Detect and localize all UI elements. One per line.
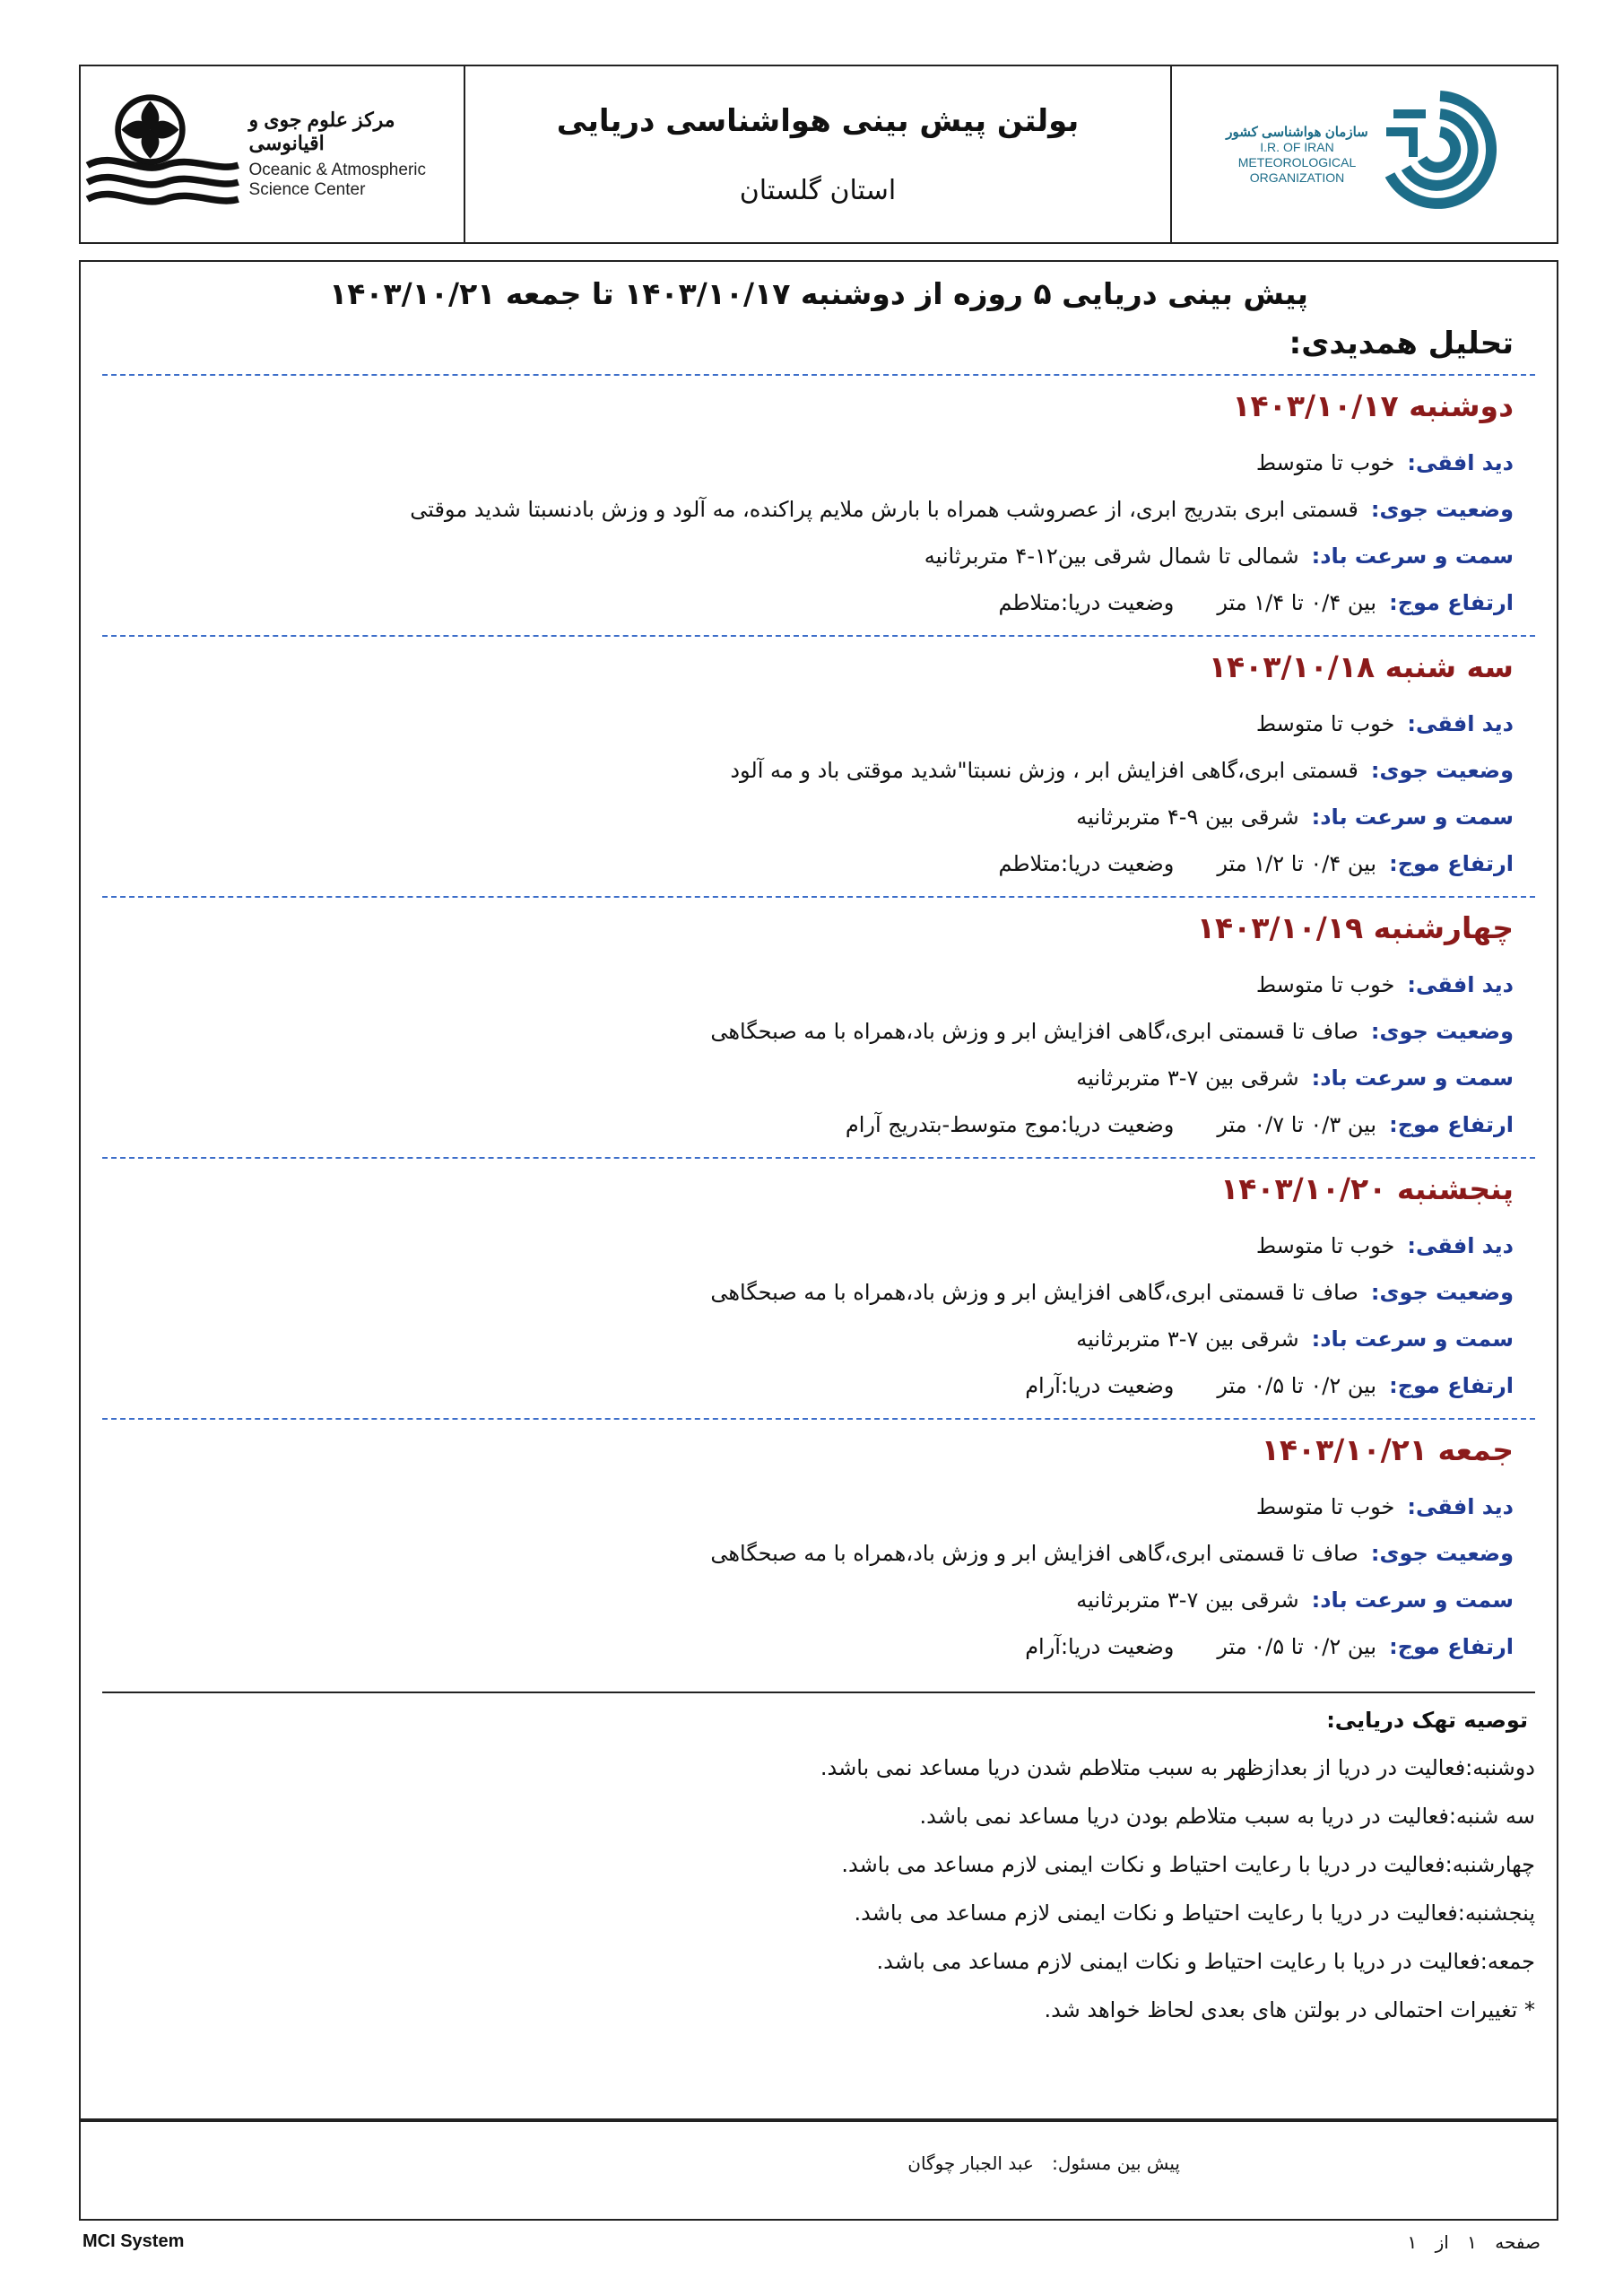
weather-label: وضعیت جوی: xyxy=(1370,1019,1514,1044)
day-title: جمعه ۱۴۰۳/۱۰/۲۱ xyxy=(1261,1432,1514,1467)
visibility-label: دید افقی: xyxy=(1407,1233,1514,1258)
wave-value: بین ۰/۲ تا ۰/۵ متر xyxy=(1217,1373,1377,1398)
wave-row xyxy=(124,1101,1514,1148)
weather-row xyxy=(124,747,1514,794)
page-number: ۱ xyxy=(1467,2231,1477,2253)
bulletin-title: بولتن پیش بینی هواشناسی دریایی xyxy=(556,102,1080,139)
visibility-value: خوب تا متوسط xyxy=(1255,1233,1395,1258)
day-forecast xyxy=(102,1157,1535,1418)
visibility-label: دید افقی: xyxy=(1407,1494,1514,1519)
advice-item: پنجشنبه:فعالیت در دریا با رعایت احتیاط و نکات ایمنی لازم مساعد می باشد. xyxy=(854,1900,1535,1926)
sea-state-value: وضعیت دریا:متلاطم xyxy=(998,590,1175,615)
wind-row xyxy=(124,794,1514,840)
wave-label: ارتفاع موج: xyxy=(1389,590,1514,615)
irimo-logo-cell xyxy=(1172,66,1557,242)
visibility-label: دید افقی: xyxy=(1407,450,1514,475)
wind-label: سمت و سرعت باد: xyxy=(1311,1326,1514,1352)
wave-row xyxy=(124,579,1514,626)
advice-item: دوشنبه:فعالیت در دریا از بعدازظهر به سبب متلاطم شدن دریا مساعد نمی باشد. xyxy=(820,1755,1535,1780)
irimo-name-en-2: METEOROLOGICAL xyxy=(1237,154,1357,170)
sea-state-value: وضعیت دریا:آرام xyxy=(1025,1373,1175,1398)
day-title: پنجشنبه ۱۴۰۳/۱۰/۲۰ xyxy=(1220,1171,1514,1206)
weather-row xyxy=(124,486,1514,533)
header-title-cell xyxy=(465,66,1172,242)
advice-list xyxy=(102,1744,1535,2034)
oacs-name-fa: مرکز علوم جوی و اقیانوسی xyxy=(248,109,395,154)
weather-row xyxy=(124,1008,1514,1055)
wind-value: شمالی تا شمال شرقی بین۱۲-۴ متربرثانیه xyxy=(924,544,1299,569)
visibility-row xyxy=(124,961,1514,1008)
weather-value: صاف تا قسمتی ابری،گاهی افزایش ابر و وزش باد،همراه با مه صبحگاهی xyxy=(710,1019,1358,1044)
footer-system: MCI System xyxy=(82,2231,185,2251)
oacs-emblem-icon xyxy=(81,87,242,222)
forecaster-name: عبد الجبار چوگان xyxy=(907,2152,1034,2174)
oacs-name-en-1: Oceanic & Atmospheric xyxy=(248,161,426,179)
wave-label: ارتفاع موج: xyxy=(1389,851,1514,876)
page-label: صفحه xyxy=(1495,2231,1541,2253)
weather-value: قسمتی ابری بتدریج ابری، از عصروشب همراه با بارش ملایم پراکنده، مه آلود و وزش بادنسبتا شدید موقتی xyxy=(410,497,1358,522)
day-title: دوشنبه ۱۴۰۳/۱۰/۱۷ xyxy=(1232,388,1514,423)
of-label: از xyxy=(1435,2231,1449,2253)
day-forecast xyxy=(102,635,1535,896)
weather-label: وضعیت جوی: xyxy=(1370,758,1514,783)
wave-value: بین ۰/۴ تا ۱/۲ متر xyxy=(1217,851,1377,876)
visibility-row xyxy=(124,1483,1514,1530)
weather-label: وضعیت جوی: xyxy=(1370,497,1514,522)
wind-value: شرقی بین ۷-۳ متربرثانیه xyxy=(1076,1326,1299,1352)
wind-row xyxy=(124,533,1514,579)
day-forecast xyxy=(102,896,1535,1157)
bulletin-header xyxy=(79,65,1558,244)
sea-state-value: وضعیت دریا:آرام xyxy=(1025,1634,1175,1659)
advice-item: چهارشنبه:فعالیت در دریا با رعایت احتیاط و نکات ایمنی لازم مساعد می باشد. xyxy=(841,1852,1535,1877)
wind-value: شرقی بین ۹-۴ متربرثانیه xyxy=(1076,804,1299,830)
oacs-logo xyxy=(81,87,464,222)
forecast-panel xyxy=(79,260,1558,2120)
wind-label: سمت و سرعت باد: xyxy=(1311,1065,1514,1091)
visibility-value: خوب تا متوسط xyxy=(1255,711,1395,736)
wave-row xyxy=(124,1362,1514,1409)
province-name: استان گلستان xyxy=(739,174,897,206)
signature-box xyxy=(79,2120,1558,2221)
irimo-name-en-1: I.R. OF IRAN xyxy=(1260,139,1334,154)
weather-value: صاف تا قسمتی ابری،گاهی افزایش ابر و وزش باد،همراه با مه صبحگاهی xyxy=(710,1541,1358,1566)
wave-value: بین ۰/۳ تا ۰/۷ متر xyxy=(1217,1112,1377,1137)
synoptic-analysis-label: تحلیل همدیدی: xyxy=(1289,326,1514,361)
sea-state-value: وضعیت دریا:موج متوسط-بتدریج آرام xyxy=(845,1112,1175,1137)
wind-label: سمت و سرعت باد: xyxy=(1311,1587,1514,1613)
wave-value: بین ۰/۲ تا ۰/۵ متر xyxy=(1217,1634,1377,1659)
wave-label: ارتفاع موج: xyxy=(1389,1112,1514,1137)
weather-label: وضعیت جوی: xyxy=(1370,1280,1514,1305)
sea-state-value: وضعیت دریا:متلاطم xyxy=(998,851,1175,876)
wind-row xyxy=(124,1055,1514,1101)
day-forecast xyxy=(102,1418,1535,1679)
weather-label: وضعیت جوی: xyxy=(1370,1541,1514,1566)
oacs-name-en-2: Science Center xyxy=(248,180,366,199)
advice-item: جمعه:فعالیت در دریا با رعایت احتیاط و نکات ایمنی لازم مساعد می باشد. xyxy=(876,1949,1535,1974)
visibility-row xyxy=(124,1222,1514,1269)
advice-item: * تغییرات احتمالی در بولتن های بعدی لحاظ خواهد شد. xyxy=(1044,1997,1535,2022)
wave-row xyxy=(124,1623,1514,1670)
visibility-label: دید افقی: xyxy=(1407,972,1514,997)
irimo-emblem-icon xyxy=(1377,87,1503,222)
wind-value: شرقی بین ۷-۳ متربرثانیه xyxy=(1076,1065,1299,1091)
irimo-name-fa: سازمان هواشناسی کشور xyxy=(1226,124,1368,140)
marine-advice xyxy=(81,1693,1557,2034)
weather-value: قسمتی ابری،گاهی افزایش ابر ، وزش نسبتا"شدید موقتی باد و مه آلود xyxy=(730,758,1358,783)
weather-row xyxy=(124,1530,1514,1577)
visibility-value: خوب تا متوسط xyxy=(1255,450,1395,475)
irimo-logo-text xyxy=(1226,124,1367,186)
wave-label: ارتفاع موج: xyxy=(1389,1634,1514,1659)
day-title: چهارشنبه ۱۴۰۳/۱۰/۱۹ xyxy=(1196,910,1514,945)
oacs-logo-cell xyxy=(81,66,465,242)
irimo-name-en-3: ORGANIZATION xyxy=(1249,170,1345,185)
wave-label: ارتفاع موج: xyxy=(1389,1373,1514,1398)
wind-row xyxy=(124,1316,1514,1362)
forecast-title: پیش بینی دریایی ۵ روزه از دوشنبه ۱۴۰۳/۱۰/۱۷ تا جمعه ۱۴۰۳/۱۰/۲۱ xyxy=(329,276,1308,311)
signature-label: پیش بین مسئول: xyxy=(1052,2152,1180,2174)
visibility-row xyxy=(124,439,1514,486)
visibility-value: خوب تا متوسط xyxy=(1255,1494,1395,1519)
day-forecast xyxy=(102,374,1535,635)
footer-page-info xyxy=(1394,2231,1541,2253)
wind-value: شرقی بین ۷-۳ متربرثانیه xyxy=(1076,1587,1299,1613)
visibility-value: خوب تا متوسط xyxy=(1255,972,1395,997)
oacs-logo-text xyxy=(249,109,464,200)
wind-label: سمت و سرعت باد: xyxy=(1311,544,1514,569)
day-forecast-list xyxy=(81,374,1557,1679)
wave-row xyxy=(124,840,1514,887)
wind-row xyxy=(124,1577,1514,1623)
page-total: ۱ xyxy=(1407,2231,1418,2253)
visibility-label: دید افقی: xyxy=(1407,711,1514,736)
advice-item: سه شنبه:فعالیت در دریا به سبب متلاطم بودن دریا مساعد نمی باشد. xyxy=(919,1804,1535,1829)
weather-value: صاف تا قسمتی ابری،گاهی افزایش ابر و وزش باد،همراه با مه صبحگاهی xyxy=(710,1280,1358,1305)
visibility-row xyxy=(124,700,1514,747)
wave-value: بین ۰/۴ تا ۱/۴ متر xyxy=(1217,590,1377,615)
day-title: سه شنبه ۱۴۰۳/۱۰/۱۸ xyxy=(1208,649,1514,684)
weather-row xyxy=(124,1269,1514,1316)
advice-title: توصیه تهک دریایی: xyxy=(1326,1708,1528,1733)
wind-label: سمت و سرعت باد: xyxy=(1311,804,1514,830)
irimo-logo xyxy=(1226,87,1502,222)
